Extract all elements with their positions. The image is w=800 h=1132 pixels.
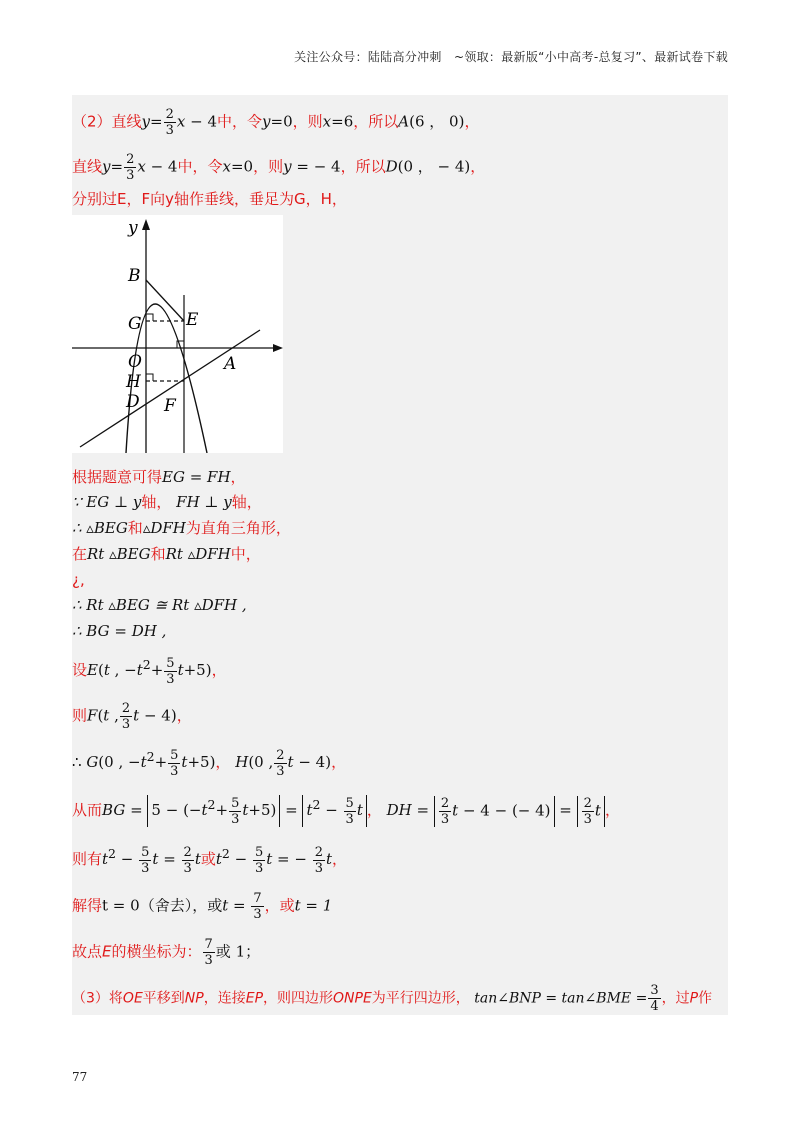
page-number: 77 — [72, 1070, 88, 1084]
line-15: 则有$t^2$ − $\frac{5}{3}$ t = $\frac{2}{3}$ t或$t^2$ − $\frac{5}{3}$ t = − $\frac{2}{3}$ t， — [72, 844, 348, 876]
line-8: ¿, — [72, 571, 85, 589]
line-13: ∴ G(0 , $-t^2+$ $\frac{5}{3}$ t+5)， H(0 , $\frac{2}{3}$ t − 4)， — [72, 747, 347, 779]
line-4: 根据题意可得EG = FH， — [72, 468, 246, 486]
line-14: 从而BG = $5 - (-t^2+$ $\frac{5}{3}$ $t+5) = t^2$ − $\frac{5}{3}$ t ， DH = $\frac{2}{3}$ t − 4 − (− 4) = $\frac{2}{3}$ t ， — [72, 795, 620, 827]
line-5: ∵ EG ⊥ y轴， FH ⊥ y轴， — [72, 493, 262, 511]
line-2: 直线y= $\frac{2}{3}$ x − 4中，令x=0，则y = − 4，所以D(0 ， − 4)， — [72, 152, 486, 183]
label-d: D — [126, 392, 140, 412]
segment-be — [146, 280, 184, 321]
label-y: y — [128, 218, 138, 238]
line-12: 则F(t , $\frac{2}{3}$ t − 4)， — [72, 701, 192, 732]
line-3: 分别过E，F向y轴作垂线，垂足为G，H， — [72, 190, 347, 208]
right-angle-g — [146, 314, 153, 321]
line-18: （3）将OE平移到NP，连接EP，则四边形ONPE为平行四边形， tan∠BNP = tan∠BME = $\frac{3}{4}$ ，过P作 — [72, 983, 713, 1014]
graph-svg — [72, 215, 283, 453]
label-a: A — [224, 354, 237, 374]
line-16: 解得t = 0（舍去），或t = $\frac{7}{3}$ ，或t = 1 — [72, 891, 333, 922]
y-axis-arrow-icon — [142, 219, 150, 230]
label-b: B — [128, 266, 141, 286]
line-10: ∴ BG = DH , — [72, 622, 167, 640]
label-h: H — [126, 372, 141, 392]
label-o: O — [128, 352, 142, 372]
line-6: ∴ ▵BEG和▵DFH为直角三角形， — [72, 519, 291, 537]
label-g: G — [128, 314, 142, 334]
right-angle-h — [146, 374, 153, 381]
parabola-figure — [72, 215, 283, 453]
label-f: F — [164, 396, 176, 416]
line-7: 在Rt ▵BEG和Rt ▵DFH中， — [72, 545, 261, 563]
x-axis-arrow-icon — [273, 344, 283, 352]
line-9: ∴ Rt ▵BEG ≅ Rt ▵DFH , — [72, 596, 247, 614]
page-header: 关注公众号：陆陆高分冲刺 ~领取：最新版“小中高考-总复习”、最新试卷下载 — [294, 50, 728, 64]
line-1: （2）直线y= $\frac{2}{3}$ x − 4中，令y=0，则x=6，所以A(6 ， 0)， — [72, 107, 480, 138]
solution-panel — [72, 95, 728, 1015]
line-17: 故点E的横坐标为： $\frac{7}{3}$ 或 1； — [72, 937, 261, 968]
line-11: 设E(t , $-t^2+$ $\frac{5}{3}$ t+5)， — [72, 655, 227, 687]
label-e: E — [186, 310, 199, 330]
